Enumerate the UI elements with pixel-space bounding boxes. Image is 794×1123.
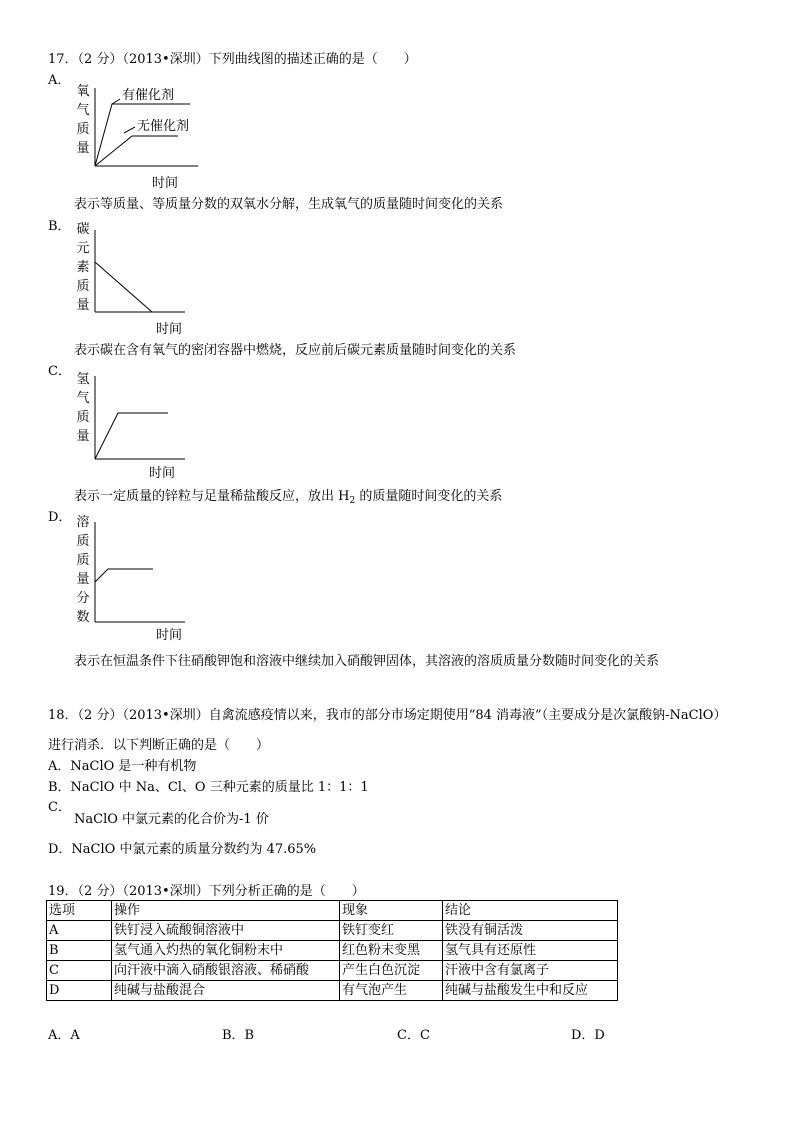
table-row [47, 961, 618, 981]
q17-b-y-label: 碳元素质量 [76, 222, 90, 313]
q18-option-c-letter: C． [48, 800, 71, 815]
q19-choice-b: B．B [222, 1028, 255, 1043]
q17-a-y-label: 氧气质量 [76, 84, 90, 156]
q17-option-a-letter: A． [48, 73, 71, 88]
d-curve [95, 569, 153, 582]
q19-table [46, 900, 618, 1001]
cell-operation: 铁钉浸入硫酸铜溶液中 [112, 921, 340, 941]
q17-b-description: 表示碳在含有氧气的密闭容器中燃烧，反应前后碳元素质量随时间变化的关系 [74, 343, 517, 358]
header-phenomenon: 现象 [340, 901, 443, 921]
q18-option-b: B．NaClO 中 Na、Cl、O 三种元素的质量比 1：1：1 [48, 780, 369, 795]
q17-c-x-label: 时间 [149, 466, 176, 481]
cell-operation: 向汗液中滴入硝酸银溶液、稀硝酸 [112, 961, 340, 981]
cell-phenomenon: 有气泡产生 [340, 981, 443, 1001]
q17-d-y-label: 溶质质量分数 [76, 515, 90, 625]
q17-stem: 17．（2 分）（2013•深圳）下列曲线图的描述正确的是（ ） [48, 52, 417, 67]
q17-option-c-letter: C． [48, 364, 71, 379]
c-desc-subscript: 2 [349, 496, 356, 506]
table-row [47, 981, 618, 1001]
cell-option: B [47, 941, 112, 961]
cell-conclusion: 铁没有铜活泼 [443, 921, 618, 941]
cell-conclusion: 氢气具有还原性 [443, 941, 618, 961]
c-desc-post: 的质量随时间变化的关系 [355, 489, 503, 504]
cell-phenomenon: 产生白色沉淀 [340, 961, 443, 981]
cell-operation: 氢气通入灼热的氧化铜粉末中 [112, 941, 340, 961]
cell-option: D [47, 981, 112, 1001]
q19-stem: 19．（2 分）（2013•深圳）下列分析正确的是（ ） [48, 884, 365, 899]
q17-option-d-letter: D． [48, 510, 72, 525]
header-conclusion: 结论 [443, 901, 618, 921]
q17-d-description: 表示在恒温条件下往硝酸钾饱和溶液中继续加入硝酸钾固体，其溶液的溶质质量分数随时间变化的关系 [74, 654, 660, 669]
q19-choice-c: C．C [397, 1028, 430, 1043]
q17-c-y-label: 氢气质量 [76, 372, 90, 444]
cell-phenomenon: 红色粉末变黑 [340, 941, 443, 961]
q17-a-x-label: 时间 [152, 176, 179, 191]
q19-choice-d: D．D [571, 1028, 605, 1043]
c-desc-pre: 表示一定质量的锌粒与足量稀盐酸反应，放出 H [74, 489, 350, 504]
q18-option-a: A．NaClO 是一种有机物 [48, 759, 197, 774]
q17-a-description: 表示等质量、等质量分数的双氧水分解，生成氧气的质量随时间变化的关系 [74, 197, 504, 212]
q18-stem-line2: 进行消杀．以下判断正确的是（ ） [48, 738, 270, 753]
cell-phenomenon: 铁钉变红 [340, 921, 443, 941]
q17-d-x-label: 时间 [156, 628, 183, 643]
table-row [47, 921, 618, 941]
q17-option-b-letter: B． [48, 219, 71, 234]
cell-option: C [47, 961, 112, 981]
cell-conclusion: 纯碱与盐酸发生中和反应 [443, 981, 618, 1001]
cell-conclusion: 汗液中含有氯离子 [443, 961, 618, 981]
q19-choice-a: A．A [48, 1028, 80, 1043]
q18-stem-line1: 18．（2 分）（2013•深圳）自禽流感疫情以来，我市的部分市场定期使用“84 消毒液”（主要成分是次氯酸钠-NaClO） [48, 708, 727, 723]
table-row [47, 941, 618, 961]
header-option: 选项 [47, 901, 112, 921]
q17-a-curve-label-catalyst: 有催化剂 [122, 88, 175, 103]
header-operation: 操作 [112, 901, 340, 921]
cell-option: A [47, 921, 112, 941]
cell-operation: 纯碱与盐酸混合 [112, 981, 340, 1001]
table-header-row [47, 901, 618, 921]
q17-b-x-label: 时间 [156, 322, 183, 337]
q17-a-curve-label-no-catalyst: 无催化剂 [137, 119, 190, 134]
q18-option-d: D．NaClO 中氯元素的质量分数约为 47.65% [48, 842, 317, 857]
q18-option-c: NaClO 中氯元素的化合价为-1 价 [74, 812, 269, 827]
